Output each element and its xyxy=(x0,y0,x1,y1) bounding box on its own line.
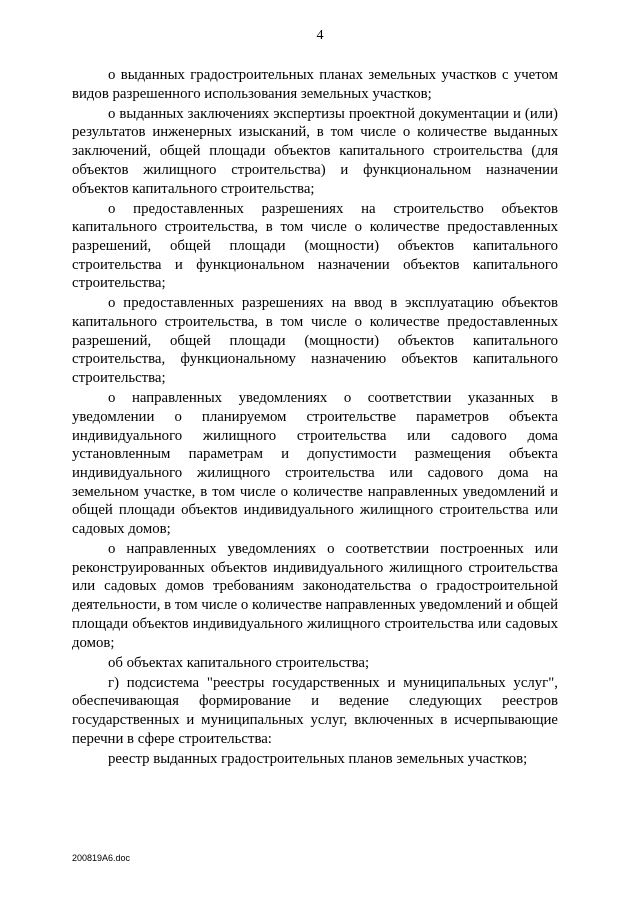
paragraph-capital-objects: об объектах капитального строительства; xyxy=(108,654,370,671)
page-number: 4 xyxy=(316,28,324,43)
document-body xyxy=(72,66,558,770)
paragraph-completed-construction-notices: о направленных уведомлениях о соответствии построенных или реконструированных объектов индивидуального жилищного строительства или садовых домов требованиям законодательства о градостроительной деятельности, в том числе о количестве направленных уведомлений и общей площади объектов индивидуального жилищного строительства или садовых домов; xyxy=(72,541,558,651)
paragraph-planned-construction-notices: о направленных уведомлениях о соответствии указанных в уведомлении о планируемом строительстве параметров объекта индивидуального жилищного строительства или садового дома установленным параметрам и допустимости размещения объекта индивидуального жилищного строительства или садового дома на земельном участке, в том числе о количестве направленных уведомлений и общей площади объектов индивидуального жилищного строительства или садовых домов; xyxy=(72,390,558,538)
paragraph-gradplans-registry: реестр выданных градостроительных планов земельных участков; xyxy=(108,750,528,767)
document-filename-footer: 200819A6.doc xyxy=(72,853,131,863)
paragraph-build-permits: о предоставленных разрешениях на строительство объектов капитального строительства, в том числе о количестве предоставленных разрешений, общей площади (мощности) объектов капитального строительства и функциональном назначении объектов капитального строительства; xyxy=(72,200,558,292)
paragraph-commissioning-permits: о предоставленных разрешениях на ввод в эксплуатацию объектов капитального строительства, в том числе о количестве предоставленных разрешений, общей площади (мощности) объектов капитального строительства, функциональному назначению объектов капитального строительства; xyxy=(72,295,558,387)
paragraph-expertise: о выданных заключениях экспертизы проектной документации и (или) результатов инженерных изысканий, в том числе о количестве выданных заключений, общей площади объектов капитального строительства (для объектов жилищного строительства) и функциональном назначении объектов капитального строительства; xyxy=(72,105,558,197)
paragraph-gradplans: о выданных градостроительных планах земельных участков с учетом видов разрешенного использования земельных участков; xyxy=(72,67,558,102)
paragraph-subsystem-registries: г) подсистема "реестры государственных и муниципальных услуг", обеспечивающая формирование и ведение следующих реестров государственных и муниципальных услуг, включенных в исчерпывающие перечни в сфере строительства: xyxy=(72,674,558,747)
